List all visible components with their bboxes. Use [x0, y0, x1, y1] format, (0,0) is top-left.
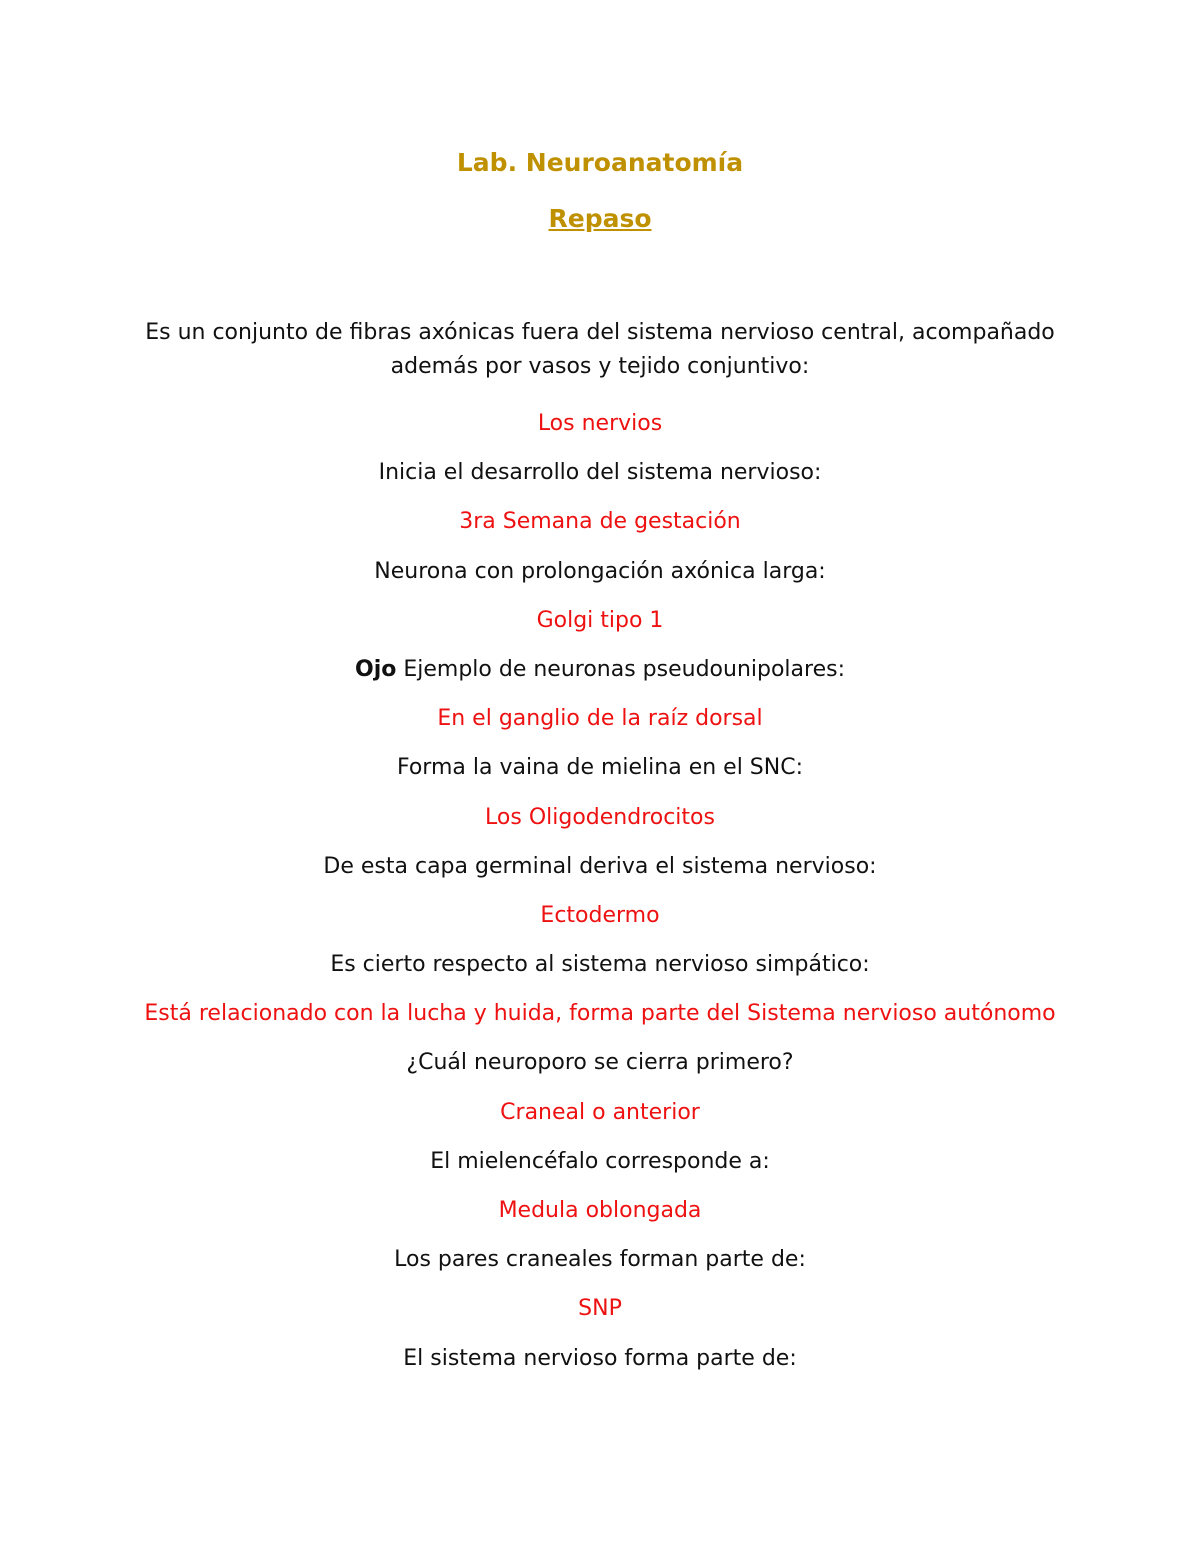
- intro-question: Es un conjunto de fibras axónicas fuera del sistema nervioso central, acompañado además por vasos y tejido conjuntivo:: [145, 320, 1055, 379]
- question-11: El sistema nervioso forma parte de:: [403, 1345, 797, 1371]
- document-title: Lab. Neuroanatomía: [456, 148, 744, 177]
- answer-9: Medula oblongada: [498, 1198, 702, 1223]
- question-5: Forma la vaina de mielina en el SNC:: [396, 755, 804, 781]
- question-4-text: Ejemplo de neuronas pseudounipolares:: [396, 656, 845, 682]
- qa-list: [110, 316, 1090, 1383]
- answer-7: Está relacionado con la lucha y huida, forma parte del Sistema nervioso autónomo: [144, 1001, 1056, 1027]
- question-3: Neurona con prolongación axónica larga:: [374, 558, 826, 584]
- question-2: Inicia el desarrollo del sistema nervioso:: [378, 460, 822, 486]
- question-6: De esta capa germinal deriva el sistema nervioso:: [323, 853, 877, 879]
- answer-1: Los nervios: [537, 411, 663, 436]
- answer-10: SNP: [578, 1296, 622, 1322]
- answer-3: Golgi tipo 1: [536, 607, 664, 633]
- answer-5: Los Oligodendrocitos: [485, 804, 715, 830]
- document-subtitle: Repaso: [548, 204, 652, 233]
- answer-6: Ectodermo: [540, 902, 660, 928]
- answer-8: Craneal o anterior: [500, 1099, 700, 1125]
- question-4: [110, 645, 1090, 694]
- answer-4: En el ganglio de la raíz dorsal: [437, 706, 763, 732]
- answer-2: 3ra Semana de gestación: [459, 509, 741, 535]
- question-4-lead: Ojo: [355, 656, 397, 682]
- question-10: Los pares craneales forman parte de:: [394, 1247, 806, 1273]
- question-8: ¿Cuál neuroporo se cierra primero?: [406, 1050, 794, 1076]
- question-7: Es cierto respecto al sistema nervioso simpático:: [330, 952, 870, 978]
- question-9: El mielencéfalo corresponde a:: [430, 1148, 770, 1174]
